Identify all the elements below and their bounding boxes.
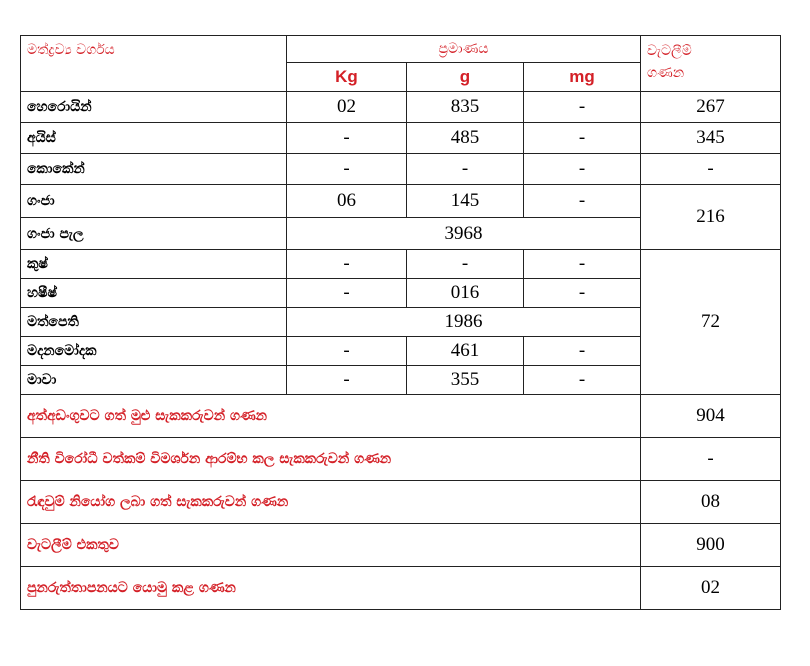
qty-mg: -: [524, 185, 641, 218]
qty-kg: 02: [287, 92, 407, 123]
qty-mg: -: [524, 154, 641, 185]
summary-value: 900: [641, 524, 781, 567]
summary-value: 02: [641, 567, 781, 610]
raid-count: 216: [641, 185, 781, 250]
qty-mg: -: [524, 92, 641, 123]
qty-g: -: [407, 154, 524, 185]
qty-g: 835: [407, 92, 524, 123]
qty-g: 145: [407, 185, 524, 218]
summary-row: [21, 524, 781, 567]
qty-count: 3968: [287, 218, 641, 250]
raid-count: -: [641, 154, 781, 185]
summary-value: 08: [641, 481, 781, 524]
header-category: මත්ද්‍රව්‍ය වර්ගය: [21, 36, 287, 92]
drug-name: හෂීෂ්: [21, 279, 287, 308]
summary-row: [21, 567, 781, 610]
qty-mg: -: [524, 250, 641, 279]
qty-kg: -: [287, 366, 407, 395]
qty-g: 461: [407, 337, 524, 366]
summary-label: අත්අඩංගුවට ගත් මුළු සැකකරුවන් ගණන: [21, 395, 641, 438]
qty-g: 355: [407, 366, 524, 395]
table-row: [21, 154, 781, 185]
summary-value: 904: [641, 395, 781, 438]
summary-row: [21, 438, 781, 481]
qty-kg: -: [287, 154, 407, 185]
header-raid-count: [641, 36, 781, 92]
qty-g: -: [407, 250, 524, 279]
drug-name: මාවා: [21, 366, 287, 395]
summary-label: වැටලීම් එකතුව: [21, 524, 641, 567]
qty-kg: -: [287, 250, 407, 279]
qty-g: 485: [407, 123, 524, 154]
qty-kg: -: [287, 337, 407, 366]
qty-kg: 06: [287, 185, 407, 218]
qty-mg: -: [524, 366, 641, 395]
header-raid-count-line1: වැටලීම්: [647, 43, 692, 59]
raid-count: 345: [641, 123, 781, 154]
table-row: [21, 250, 781, 279]
unit-mg: mg: [524, 63, 641, 92]
raid-count: 72: [641, 250, 781, 395]
qty-kg: -: [287, 123, 407, 154]
drug-name: කුෂ්: [21, 250, 287, 279]
header-raid-count-line2: ගණන: [647, 65, 685, 81]
summary-value: -: [641, 438, 781, 481]
table-row: [21, 185, 781, 218]
qty-mg: -: [524, 337, 641, 366]
drug-name: හෙරොයින්: [21, 92, 287, 123]
qty-kg: -: [287, 279, 407, 308]
qty-mg: -: [524, 279, 641, 308]
drug-raids-table: [20, 35, 781, 610]
raid-count: 267: [641, 92, 781, 123]
summary-row: [21, 481, 781, 524]
drug-name: ගංජා පැල: [21, 218, 287, 250]
header-quantity: ප්‍රමාණය: [287, 36, 641, 63]
table-row: [21, 92, 781, 123]
summary-label: රැඳවුම් නියෝග ලබා ගත් සැකකරුවන් ගණන: [21, 481, 641, 524]
drug-name: අයිස්: [21, 123, 287, 154]
drug-name: කොකේන්: [21, 154, 287, 185]
table-row: [21, 123, 781, 154]
drug-name: මදනමෝදක: [21, 337, 287, 366]
summary-label: පුනරුත්තාපනයට යොමු කළ ගණන: [21, 567, 641, 610]
unit-kg: Kg: [287, 63, 407, 92]
drug-name: ගංජා: [21, 185, 287, 218]
qty-count: 1986: [287, 308, 641, 337]
summary-label: නීති විරෝධී වත්කම් විමර්ශන ආරම්භ කල සැකකරුවන් ගණන: [21, 438, 641, 481]
drug-name: මත්පෙති: [21, 308, 287, 337]
qty-mg: -: [524, 123, 641, 154]
qty-g: 016: [407, 279, 524, 308]
unit-g: g: [407, 63, 524, 92]
summary-row: [21, 395, 781, 438]
